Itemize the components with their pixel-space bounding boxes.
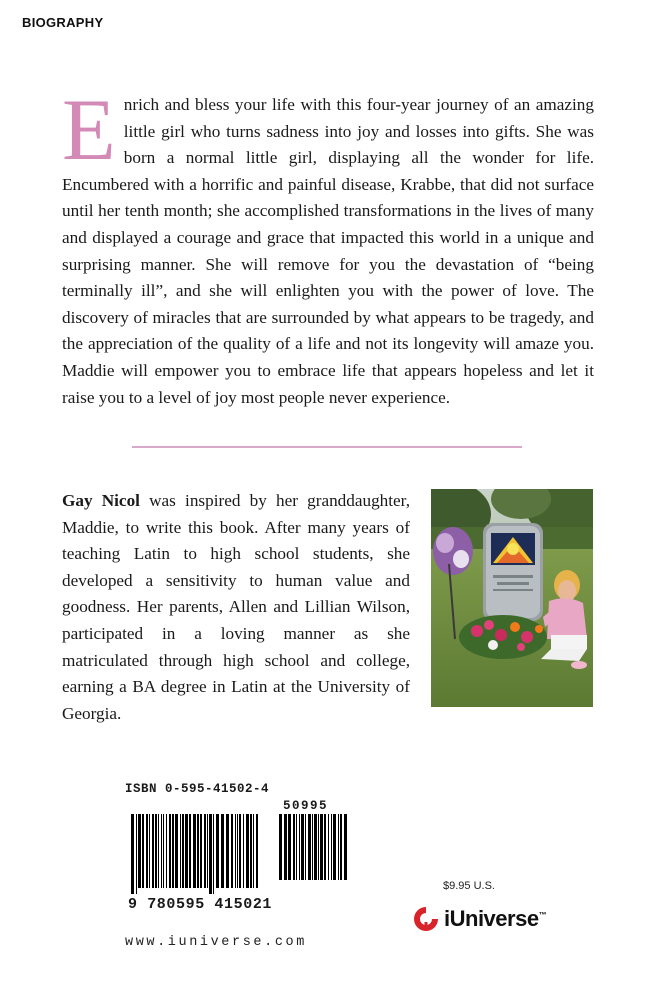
barcode-bar: [301, 814, 304, 880]
author-bio-text: was inspired by her granddaughter, Maddie, to write this book. After many years of teaching Latin to high school students, she developed a sensitivity to human value and goodness. Her parents, Allen and Lillian Wilson, participated in a loving manner as she matriculated through high school and college, earning a BA degree in Latin at the University of Georgia.: [62, 491, 411, 723]
barcode-bar: [185, 814, 188, 888]
barcode-bar: [131, 814, 134, 894]
barcode-bar: [296, 814, 297, 880]
barcode-bar: [216, 814, 219, 888]
barcode-bar: [146, 814, 148, 888]
barcode-bar: [253, 814, 254, 888]
barcode-bar: [250, 814, 252, 888]
publisher-logo: [412, 902, 546, 936]
barcode-bar: [136, 814, 137, 894]
barcode-bar: [172, 814, 174, 888]
barcode-bar: [163, 814, 164, 888]
barcode-bar: [189, 814, 191, 888]
barcode-bar: [246, 814, 249, 888]
barcode-bar: [239, 814, 241, 888]
barcode-bar: [320, 814, 323, 880]
barcode-bar: [138, 814, 141, 888]
section-divider: [132, 446, 522, 448]
author-name: Gay Nicol: [62, 491, 140, 510]
barcode-bar: [152, 814, 154, 888]
barcode-bar: [193, 814, 196, 888]
barcode-bar: [235, 814, 236, 888]
barcode-bar: [308, 814, 311, 880]
barcode-bar: [344, 814, 347, 880]
barcode-bar: [279, 814, 282, 880]
ean-number: 9 780595 415021: [128, 896, 273, 913]
barcode-bar: [324, 814, 326, 880]
barcode-bar: [293, 814, 295, 880]
barcode-bar: [221, 814, 224, 888]
barcode-bar: [318, 814, 319, 880]
barcode-bar: [169, 814, 171, 888]
barcode-bar: [340, 814, 342, 880]
barcode-bar: [256, 814, 258, 888]
blurb-text: nrich and bless your life with this four-year journey of an amazing little girl who turns sadness into joy and losses into gifts. She was born a normal little girl, displaying all the wonder for life. Encumbered with a horrific and painful disease, Krabbe, that did not surface until her tenth month; she accomplished transformations in the lives of many and displayed a courage and grace that impacted this world in a unique and surprising manner. She will remove for you the devastation of “being terminally ill”, and she will enlighten you with the power of love. The discovery of miracles that are surrounded by what appears to be tragedy, and the appreciation of the quality of a life and not its longevity will amaze you. Maddie will empower you to embrace life that appears hopeless and let it raise you to a level of joy most people never experience.: [62, 95, 594, 407]
isbn-number: ISBN 0-595-41502-4: [125, 782, 270, 796]
barcode-bar: [158, 814, 159, 888]
barcode-bars: [125, 814, 365, 896]
drop-cap: E: [62, 82, 116, 179]
author-bio: [62, 488, 410, 727]
barcode-bar: [299, 814, 300, 880]
iuniverse-swirl-icon: [412, 903, 440, 935]
barcode-bar: [200, 814, 202, 888]
barcode-bar: [204, 814, 206, 888]
price-label: $9.95 U.S.: [443, 880, 495, 892]
isbn-barcode: [125, 782, 365, 942]
barcode-bar: [288, 814, 291, 880]
price-code: 50995: [283, 799, 329, 813]
barcode-bar: [209, 814, 212, 894]
barcode-bar: [182, 814, 184, 888]
barcode-bar: [166, 814, 167, 888]
barcode-bar: [305, 814, 306, 880]
publisher-website: www.iuniverse.com: [125, 935, 307, 950]
barcode-bar: [180, 814, 181, 888]
barcode-bar: [155, 814, 157, 888]
barcode-bar: [333, 814, 336, 880]
barcode-bar: [142, 814, 144, 888]
barcode-bar: [226, 814, 229, 888]
barcode-bar: [213, 814, 214, 894]
barcode-bar: [331, 814, 332, 880]
author-photo: [431, 489, 593, 707]
barcode-bar: [161, 814, 162, 888]
barcode-bar: [314, 814, 317, 880]
barcode-bar: [197, 814, 199, 888]
barcode-bar: [243, 814, 244, 888]
barcode-bar: [312, 814, 313, 880]
barcode-bar: [284, 814, 287, 880]
barcode-bar: [175, 814, 178, 888]
barcode-bar: [338, 814, 339, 880]
publisher-name: iUniverse™: [444, 906, 547, 931]
barcode-bar: [237, 814, 238, 888]
barcode-bar: [231, 814, 233, 888]
barcode-bar: [149, 814, 150, 888]
barcode-bar: [328, 814, 329, 880]
genre-label: BIOGRAPHY: [22, 15, 104, 30]
book-blurb: [62, 82, 594, 411]
barcode-bar: [207, 814, 208, 888]
